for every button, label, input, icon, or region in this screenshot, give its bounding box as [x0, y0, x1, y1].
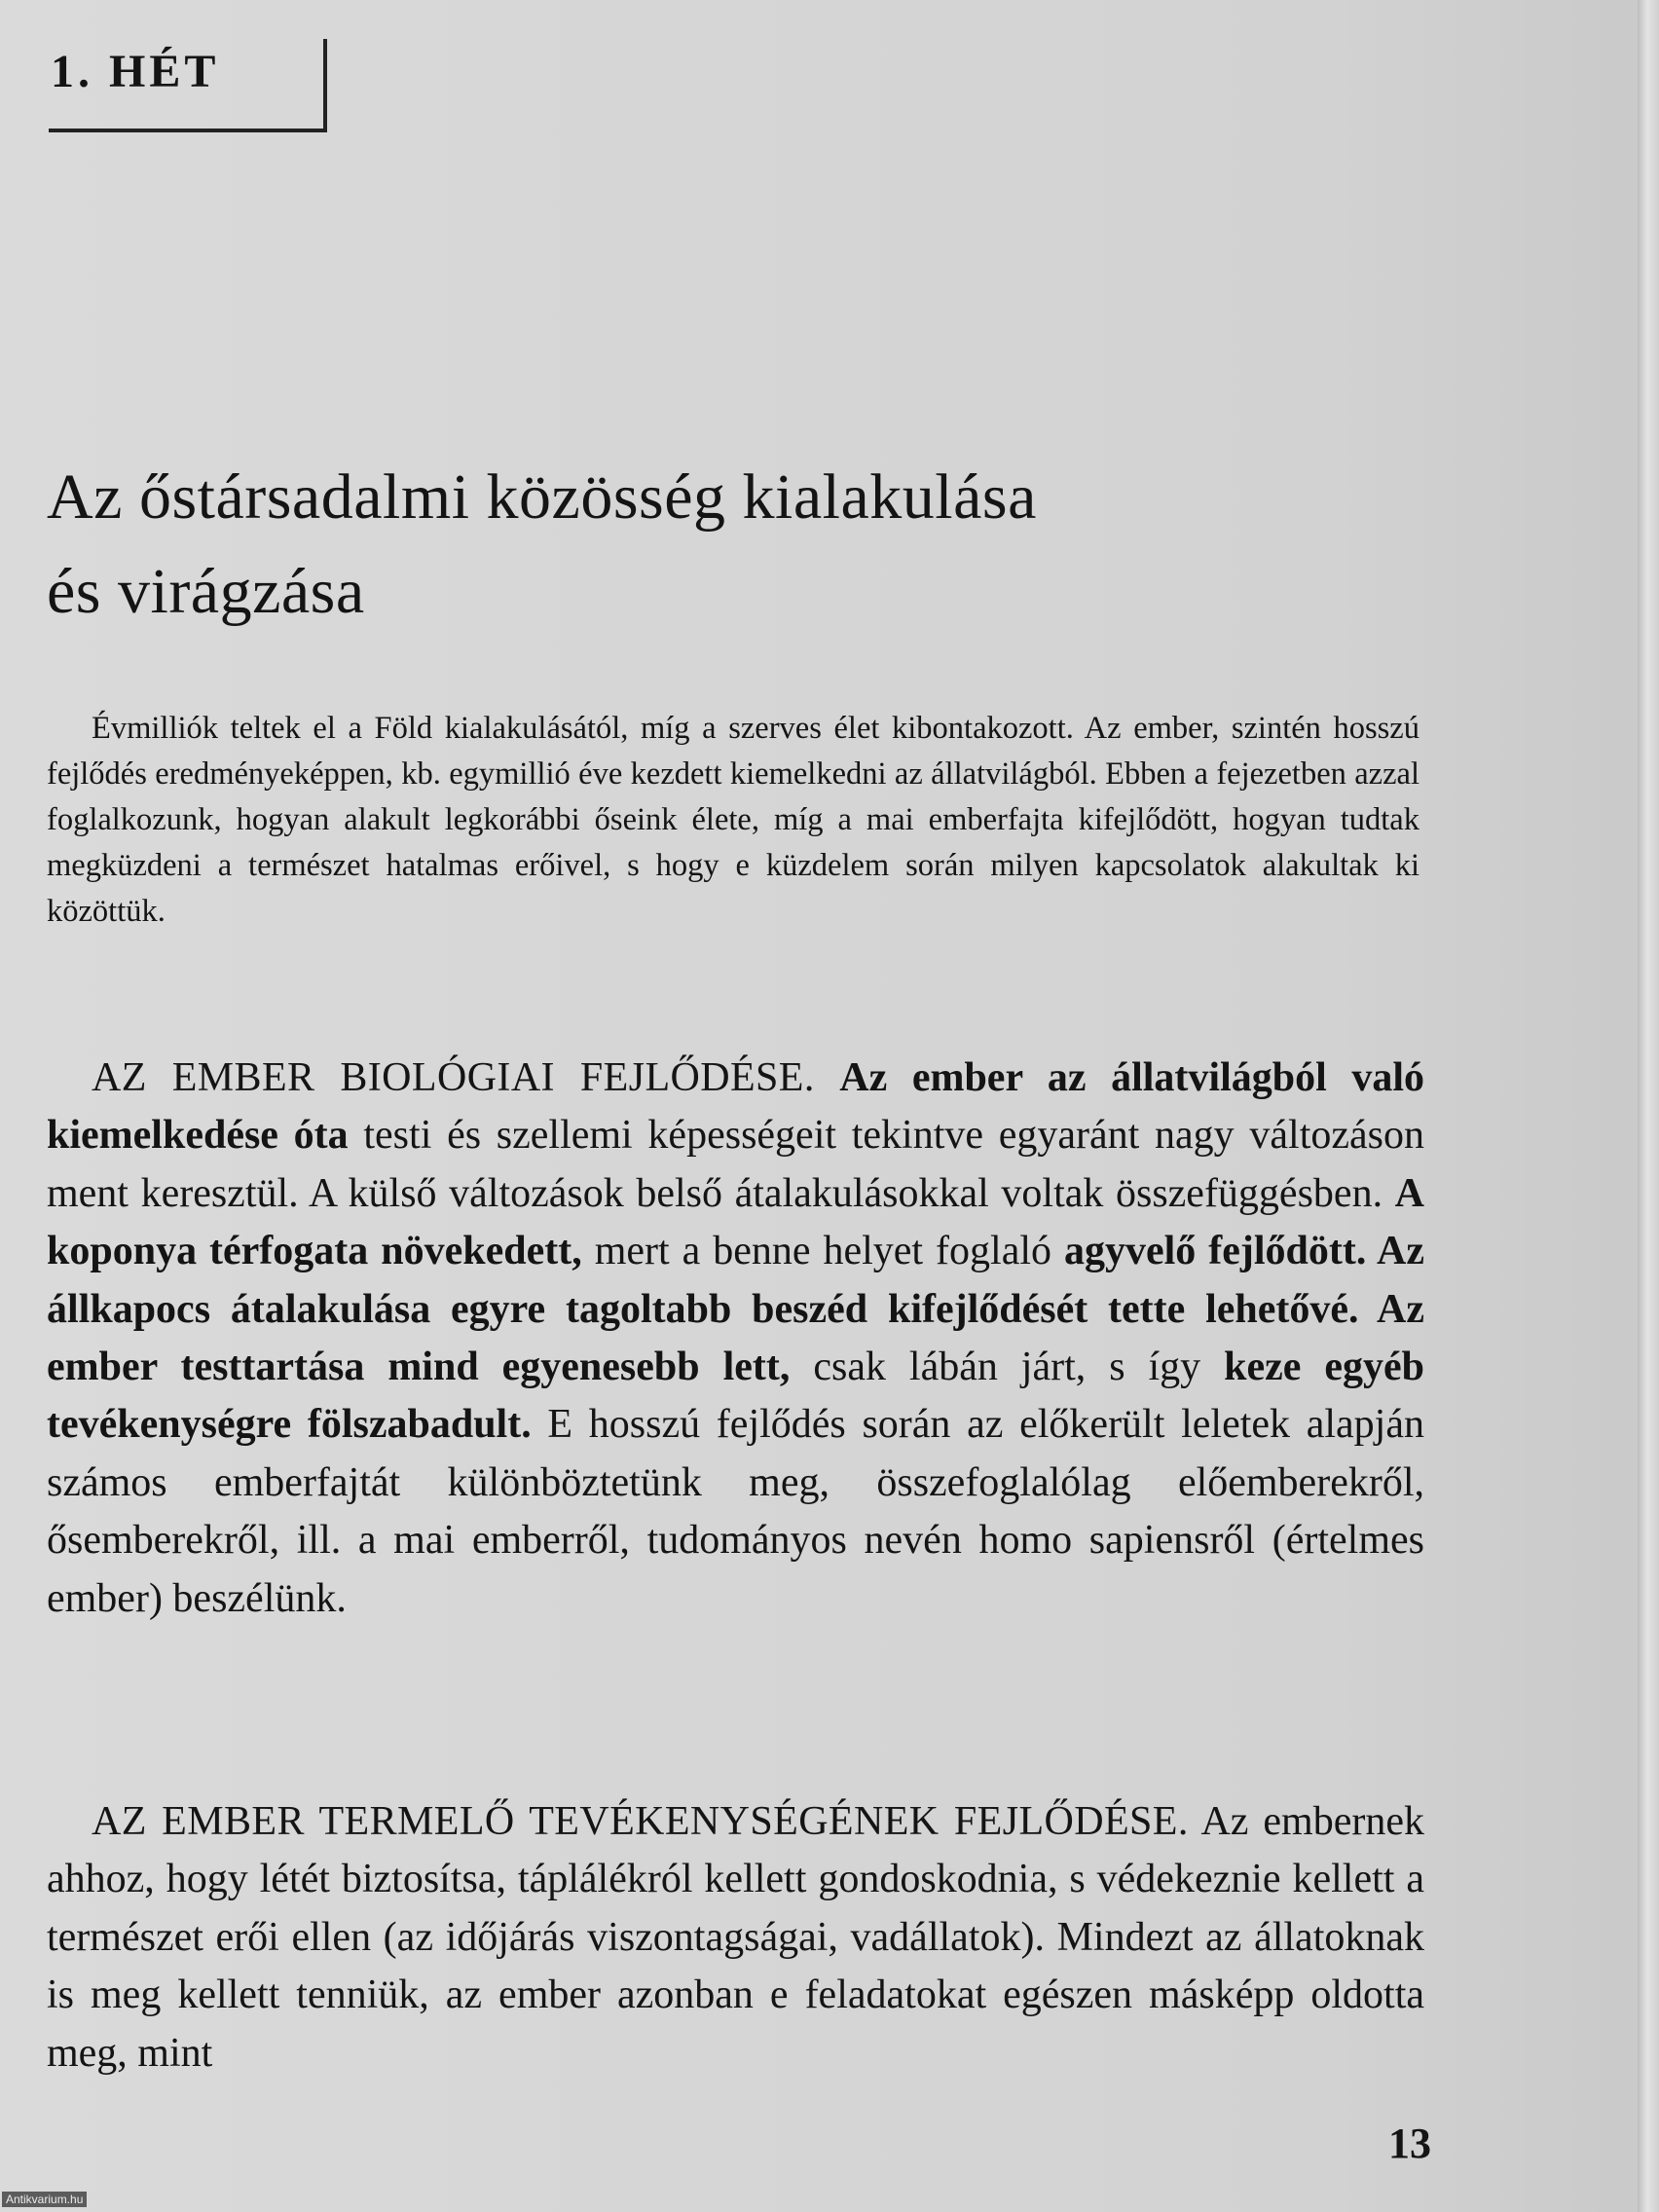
body-text-5: Az embernek ahhoz, hogy létét biztosítsa, táplálékról kellett gondoskodnia, s védekeznie kellett a természet erői ellen (az időjárás viszontagságai, vadállatok). Mindezt az állatoknak is meg kellett tenniük, az ember azonban e feladatokat egészen másképp oldotta meg, mint — [47, 1799, 1424, 2076]
emphasis-1: Az ember az állatvilágból való kiemelkedése óta — [47, 1055, 1424, 1159]
section-biological-development — [47, 1050, 1424, 1628]
body-text-4: E hosszú fejlődés során az előkerült leletek alapján számos emberfajtát különböztetünk meg, összefoglalólag előemberekről, ősemberekről, ill. a mai emberről, tudományos nevén homo sapiensről (értelmes ember) beszélünk. — [47, 1402, 1424, 1621]
chapter-label: 1. HÉT — [51, 46, 220, 97]
watermark: Antikvarium.hu — [2, 2192, 87, 2207]
chapter-title — [47, 450, 1361, 639]
chapter-title-line-1: Az őstársadalmi közösség kialakulása — [47, 461, 1037, 533]
section-productive-activity — [47, 1793, 1424, 2083]
section-heading-productive: AZ EMBER TERMELŐ TEVÉKENYSÉGÉNEK FEJLŐDÉSE. — [92, 1799, 1189, 1844]
emphasis-4: keze egyéb tevékenységre fölszabadult. — [47, 1345, 1425, 1448]
body-text-1: testi és szellemi képességeit tekintve egyaránt nagy változáson ment keresztül. A külső változások belső átalakulásokkal voltak összefüggésben. — [47, 1113, 1424, 1216]
section-heading-biological: AZ EMBER BIOLÓGIAI FEJLŐDÉSE. — [92, 1055, 815, 1100]
page-number: 13 — [1388, 2120, 1431, 2167]
chapter-title-line-2: és virágzása — [47, 556, 365, 627]
body-text-2: mert a benne helyet foglaló — [594, 1229, 1052, 1274]
intro-paragraph: Évmilliók teltek el a Föld kialakulásától, míg a szerves élet kibontakozott. Az ember, szintén hosszú fejlődés eredményeképpen, kb. egymillió éve kezdett kiemelkedni az állatvilágból. Ebben a fejezetben azzal foglalkozunk, hogyan alakult legkorábbi őseink élete, míg a mai emberfajta kifejlődött, hogyan tudtak megküzdeni a természet hatalmas erőivel, s hogy e küzdelem során milyen kapcsolatok alakultak ki közöttük. — [47, 711, 1419, 929]
page-edge — [1638, 0, 1659, 2212]
emphasis-3: agyvelő fejlődött. Az állkapocs átalakulása egyre tagoltabb beszéd kifejlődését tette lehetővé. Az ember testtartása mind egyenesebb lett, — [47, 1229, 1424, 1390]
chapter-box — [49, 39, 327, 132]
body-text-3: csak lábán járt, s így — [813, 1345, 1201, 1390]
emphasis-2: A koponya térfogata növekedett, — [47, 1170, 1425, 1274]
